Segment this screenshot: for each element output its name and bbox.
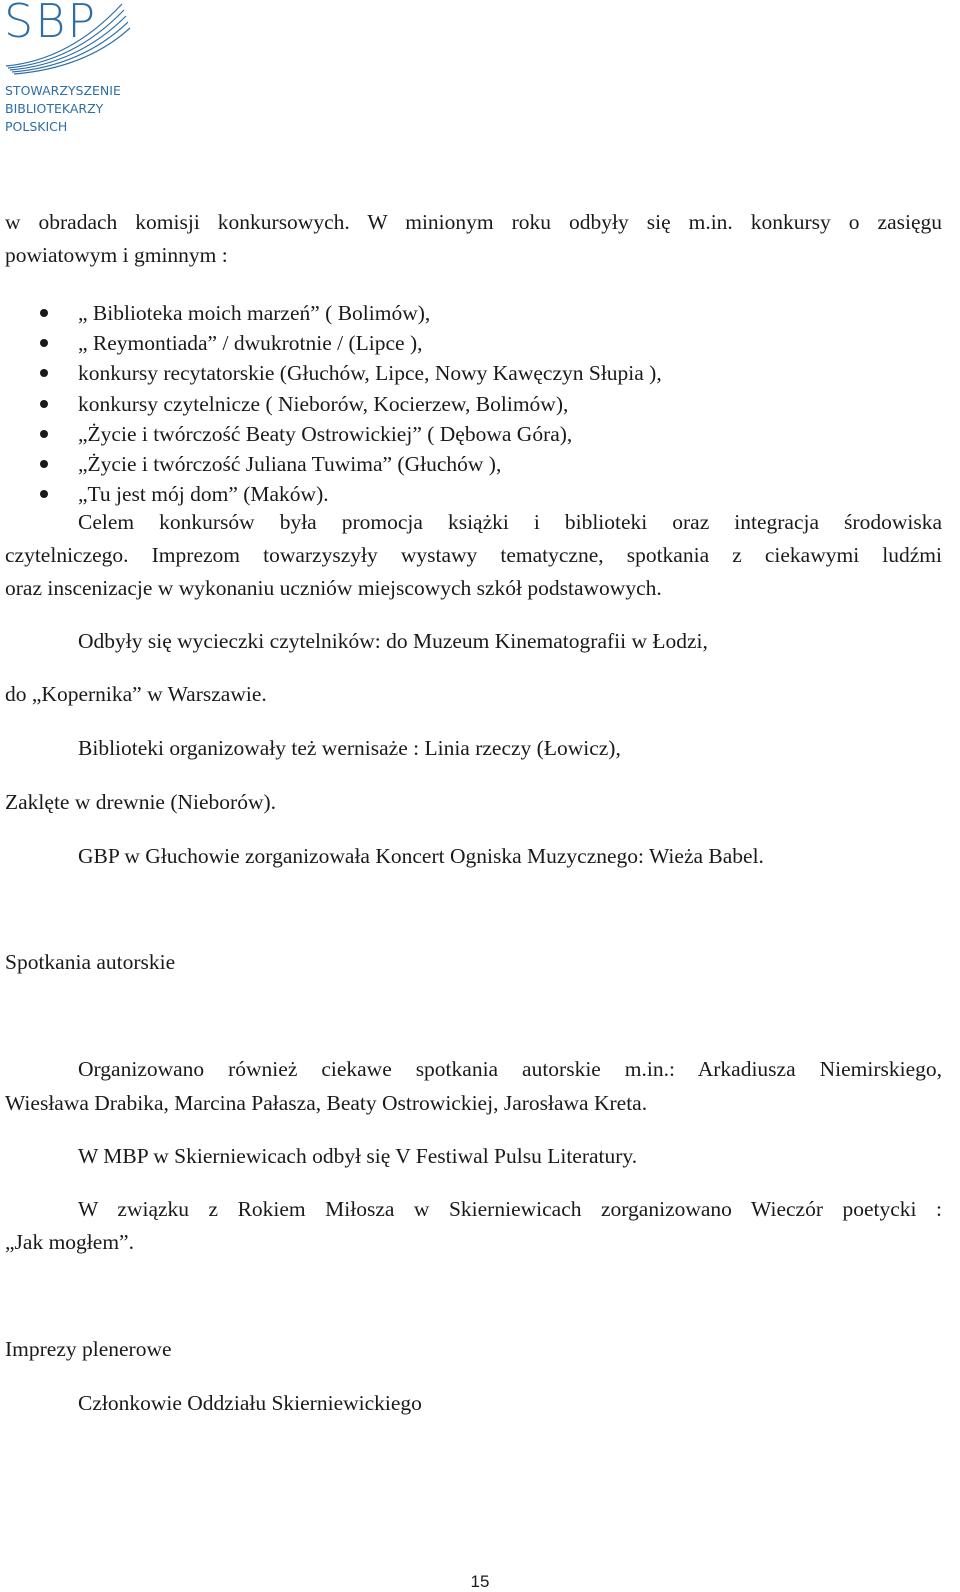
paragraph-line: GBP w Głuchowie zorganizowała Koncert Ogniska Muzycznego: Wieża Babel. bbox=[78, 844, 764, 868]
paragraph-line: Celem konkursów była promocja książki i biblioteki oraz integracja środowiska bbox=[78, 510, 942, 534]
paragraph-line: Odbyły się wycieczki czytelników: do Muzeum Kinematografii w Łodzi, bbox=[78, 629, 708, 653]
bullet-icon bbox=[40, 309, 48, 317]
logo-line: STOWARZYSZENIE bbox=[5, 83, 121, 98]
section-heading: Imprezy plenerowe bbox=[5, 1337, 172, 1361]
list-item: „Tu jest mój dom” (Maków). bbox=[78, 482, 329, 506]
paragraph-line: Zaklęte w drewnie (Nieborów). bbox=[5, 790, 277, 814]
paragraph-line: oraz inscenizacje w wykonaniu uczniów miejscowych szkół podstawowych. bbox=[5, 576, 662, 600]
paragraph-line: Wiesława Drabika, Marcina Pałasza, Beaty Ostrowickiej, Jarosława Kreta. bbox=[5, 1091, 648, 1115]
logo-line: POLSKICH bbox=[5, 119, 68, 134]
page-number: 15 bbox=[470, 1572, 490, 1591]
paragraph-line: czytelniczego. Imprezom towarzyszyły wystawy tematyczne, spotkania z ciekawymi ludźmi bbox=[5, 543, 942, 567]
list-item: konkursy czytelnicze ( Nieborów, Kocierzew, Bolimów), bbox=[78, 392, 569, 416]
list-item: „ Biblioteka moich marzeń” ( Bolimów), bbox=[78, 301, 431, 325]
paragraph-line: „Jak mogłem”. bbox=[5, 1230, 134, 1254]
logo-mark: SBP bbox=[4, 0, 98, 48]
section-heading: Spotkania autorskie bbox=[5, 950, 176, 974]
bullet-icon bbox=[40, 430, 48, 438]
paragraph-line: Członkowie Oddziału Skierniewickiego bbox=[78, 1391, 422, 1415]
intro-line: w obradach komisji konkursowych. W minionym roku odbyły się m.in. konkursy o zasięgu bbox=[5, 210, 942, 234]
list-item: „Życie i twórczość Beaty Ostrowickiej” ( Dębowa Góra), bbox=[78, 422, 573, 446]
logo-name bbox=[5, 82, 121, 136]
bullet-icon bbox=[40, 369, 48, 377]
list-item: „Życie i twórczość Juliana Tuwima” (Głuchów ), bbox=[78, 452, 502, 476]
logo-swoosh-icon bbox=[0, 0, 140, 80]
sbp-logo bbox=[0, 0, 140, 140]
bullet-icon bbox=[40, 460, 48, 468]
paragraph-line: Organizowano również ciekawe spotkania autorskie m.in.: Arkadiusza Niemirskiego, bbox=[78, 1057, 942, 1081]
paragraph-line: W związku z Rokiem Miłosza w Skierniewicach zorganizowano Wieczór poetycki : bbox=[78, 1197, 942, 1221]
paragraph-line: do „Kopernika” w Warszawie. bbox=[5, 682, 267, 706]
list-item: konkursy recytatorskie (Głuchów, Lipce, Nowy Kawęczyn Słupia ), bbox=[78, 361, 662, 385]
bullet-icon bbox=[40, 339, 48, 347]
bullet-icon bbox=[40, 490, 48, 498]
bullet-icon bbox=[40, 400, 48, 408]
paragraph-line: W MBP w Skierniewicach odbył się V Festiwal Pulsu Literatury. bbox=[78, 1144, 638, 1168]
logo-line: BIBLIOTEKARZY bbox=[5, 101, 104, 116]
paragraph-line: Biblioteki organizowały też wernisaże : Linia rzeczy (Łowicz), bbox=[78, 736, 621, 760]
list-item: „ Reymontiada” / dwukrotnie / (Lipce ), bbox=[78, 331, 423, 355]
intro-line: powiatowym i gminnym : bbox=[5, 243, 228, 267]
